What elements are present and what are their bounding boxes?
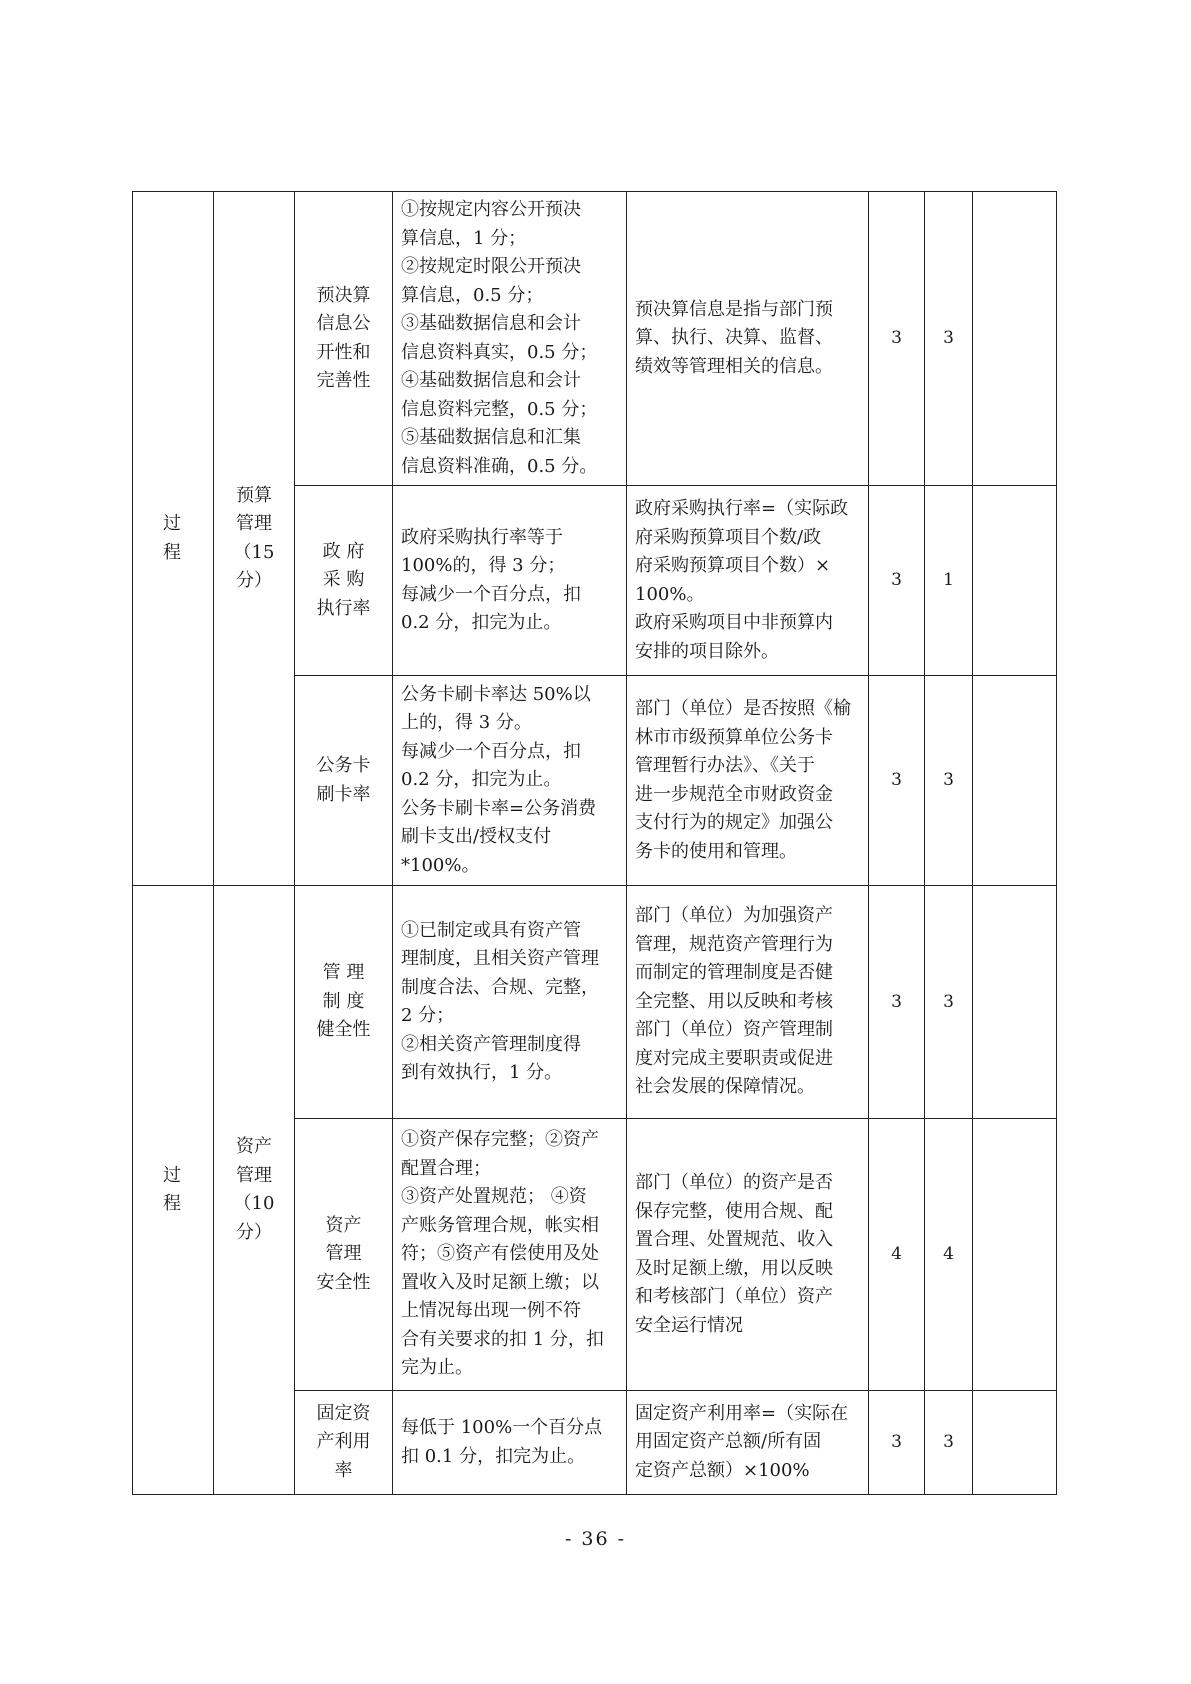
indicator-cell-line: 政 府 xyxy=(322,540,365,562)
table-body xyxy=(133,192,1057,1495)
indicator-cell-line: 管 理 xyxy=(322,962,365,984)
subcategory-cell-line: 预算 xyxy=(236,484,272,506)
subcategory-cell-line: （15 分） xyxy=(233,541,275,591)
description-cell-line: 用固定资产总额/所有固 xyxy=(635,1431,822,1453)
description-cell-line: 保存完整，使用合规、配 xyxy=(635,1200,833,1222)
criteria-cell-line: 每低于 100%一个百分点 xyxy=(401,1417,603,1438)
criteria-cell-line: 0.2 分，扣完为止。 xyxy=(401,612,562,633)
remarks-cell xyxy=(973,886,1057,1119)
description-cell-line: 部门（单位）的资产是否 xyxy=(635,1172,833,1193)
criteria-cell-line: 公务卡刷卡率=公务消费 xyxy=(401,797,597,819)
criteria-cell-line: 政府采购执行率等于 xyxy=(401,526,563,548)
performance-evaluation-table xyxy=(132,191,1057,1495)
criteria-cell-line: ①资产保存完整；②资产 xyxy=(401,1129,599,1151)
criteria-cell-line: ③资产处置规范； ④资 xyxy=(401,1186,587,1208)
indicator-cell-line: 刷卡率 xyxy=(316,783,371,805)
criteria-cell-line: *100%。 xyxy=(401,854,480,876)
indicator-cell-line: 预决算 xyxy=(316,284,371,306)
criteria-cell-line: 算信息，1 分； xyxy=(401,227,527,249)
score-cell: 3 xyxy=(925,192,973,486)
description-cell-line: 安排的项目除外。 xyxy=(635,640,779,662)
criteria-cell-line: 配置合理； xyxy=(401,1157,491,1179)
criteria-cell-line: 每减少一个百分点，扣 xyxy=(401,740,581,762)
criteria-cell-line: 0.2 分，扣完为止。 xyxy=(401,769,562,791)
criteria-cell-line: ①已制定或具有资产管 xyxy=(401,919,581,941)
indicator-cell-line: 制 度 xyxy=(322,990,365,1012)
subcategory-cell-line: 资产 xyxy=(236,1136,272,1157)
criteria-cell-line: 2 分； xyxy=(401,1005,455,1026)
category-cell-line: 过 xyxy=(163,513,183,534)
description-cell-line: 部门（单位）为加强资产 xyxy=(635,905,833,927)
indicator-cell-line: 管理 xyxy=(325,1243,362,1265)
description-cell-line: 算、执行、决算、监督、 xyxy=(635,327,833,349)
subcategory-cell-line: （10 分） xyxy=(233,1193,275,1243)
subcategory-cell xyxy=(214,886,295,1495)
indicator-cell-line: 健全性 xyxy=(316,1019,371,1041)
remarks-cell xyxy=(973,486,1057,676)
description-cell-line: 支付行为的规定》加强公 xyxy=(635,812,833,833)
indicator-cell-line: 开性和 xyxy=(316,341,371,363)
criteria-cell-line: ①按规定内容公开预决 xyxy=(401,199,581,220)
criteria-cell-line: ③基础数据信息和会计 xyxy=(401,313,581,334)
category-cell xyxy=(133,192,214,886)
description-cell xyxy=(627,486,869,676)
indicator-cell-line: 信息公 xyxy=(316,313,371,334)
description-cell-line: 绩效等管理相关的信息。 xyxy=(635,355,833,377)
score-cell: 3 xyxy=(925,676,973,886)
page-number: - 36 - xyxy=(564,1528,627,1550)
indicator-cell xyxy=(295,192,393,486)
description-cell-line: 进一步规范全市财政资金 xyxy=(635,783,833,805)
description-cell-line: 府采购预算项目个数）× xyxy=(635,555,831,576)
remarks-cell xyxy=(973,1119,1057,1391)
criteria-cell-line: 每减少一个百分点，扣 xyxy=(401,583,581,605)
description-cell-line: 部门（单位）资产管理制 xyxy=(635,1019,833,1041)
indicator-cell-line: 固定资 xyxy=(316,1402,371,1424)
subcategory-cell-line: 管理 xyxy=(236,513,272,534)
remarks-cell xyxy=(973,676,1057,886)
score-cell: 3 xyxy=(925,886,973,1119)
indicator-cell xyxy=(295,1119,393,1391)
criteria-cell-line: 产账务管理合规，帐实相 xyxy=(401,1214,599,1236)
description-cell xyxy=(627,1391,869,1495)
category-cell-line: 程 xyxy=(163,541,183,563)
description-cell xyxy=(627,192,869,486)
criteria-cell xyxy=(393,676,627,886)
score-cell: 4 xyxy=(925,1119,973,1391)
description-cell-line: 定资产总额）×100% xyxy=(635,1459,810,1481)
criteria-cell xyxy=(393,1391,627,1495)
description-cell xyxy=(627,886,869,1119)
description-cell-line: 林市市级预算单位公务卡 xyxy=(635,726,833,748)
indicator-cell-line: 公务卡 xyxy=(316,755,371,776)
criteria-cell-line: ④基础数据信息和会计 xyxy=(401,370,581,391)
indicator-cell-line: 执行率 xyxy=(316,597,371,619)
description-cell-line: 管理，规范资产管理行为 xyxy=(635,933,833,955)
indicator-cell xyxy=(295,676,393,886)
criteria-cell-line: 公务卡刷卡率达 50%以 xyxy=(401,683,591,705)
criteria-cell-line: 信息资料完整，0.5 分； xyxy=(401,398,598,420)
criteria-cell-line: 刷卡支出/授权支付 xyxy=(401,826,552,848)
criteria-cell-line: 上的，得 3 分。 xyxy=(401,712,532,734)
description-cell-line: 府采购预算项目个数/政 xyxy=(635,526,822,548)
description-cell-line: 而制定的管理制度是否健 xyxy=(635,962,833,984)
criteria-cell xyxy=(393,1119,627,1391)
table-row xyxy=(133,192,1057,486)
indicator-cell xyxy=(295,1391,393,1495)
indicator-cell xyxy=(295,486,393,676)
criteria-cell-line: 信息资料真实，0.5 分； xyxy=(401,341,598,363)
full-score-cell: 3 xyxy=(869,886,925,1119)
description-cell-line: 预决算信息是指与部门预 xyxy=(635,298,833,320)
subcategory-cell-line: 管理 xyxy=(236,1164,272,1186)
table-row xyxy=(133,886,1057,1119)
criteria-cell-line: 算信息，0.5 分； xyxy=(401,284,544,306)
criteria-cell xyxy=(393,486,627,676)
description-cell-line: 安全运行情况 xyxy=(635,1314,743,1336)
description-cell-line: 度对完成主要职责或促进 xyxy=(635,1047,833,1069)
indicator-cell xyxy=(295,886,393,1119)
description-cell-line: 务卡的使用和管理。 xyxy=(635,840,797,862)
remarks-cell xyxy=(973,1391,1057,1495)
score-cell: 3 xyxy=(925,1391,973,1495)
description-cell-line: 100%。 xyxy=(635,583,705,605)
description-cell-line: 政府采购项目中非预算内 xyxy=(635,612,833,633)
indicator-cell-line: 采 购 xyxy=(322,569,365,591)
description-cell-line: 管理暂行办法》、《关于 xyxy=(635,755,815,776)
description-cell-line: 全完整、用以反映和考核 xyxy=(635,990,833,1012)
indicator-cell-line: 产利用 xyxy=(316,1431,371,1453)
category-cell-line: 程 xyxy=(163,1193,183,1214)
criteria-cell-line: ②按规定时限公开预决 xyxy=(401,256,581,277)
criteria-cell-line: ⑤基础数据信息和汇集 xyxy=(401,427,581,448)
criteria-cell-line: 信息资料准确，0.5 分。 xyxy=(401,455,598,477)
criteria-cell xyxy=(393,192,627,486)
score-cell: 1 xyxy=(925,486,973,676)
full-score-cell: 4 xyxy=(869,1119,925,1391)
subcategory-cell xyxy=(214,192,295,886)
criteria-cell-line: 100%的，得 3 分； xyxy=(401,555,566,576)
description-cell xyxy=(627,676,869,886)
criteria-cell-line: ②相关资产管理制度得 xyxy=(401,1033,581,1055)
remarks-cell xyxy=(973,192,1057,486)
description-cell-line: 及时足额上缴，用以反映 xyxy=(635,1257,833,1279)
indicator-cell-line: 安全性 xyxy=(316,1271,371,1293)
full-score-cell: 3 xyxy=(869,676,925,886)
description-cell-line: 部门（单位）是否按照《榆 xyxy=(635,698,851,719)
indicator-cell-line: 率 xyxy=(334,1459,353,1481)
criteria-cell-line: 上情况每出现一例不符 xyxy=(401,1300,581,1322)
description-cell-line: 政府采购执行率=（实际政 xyxy=(635,498,849,519)
indicator-cell-line: 资产 xyxy=(325,1214,362,1236)
full-score-cell: 3 xyxy=(869,486,925,676)
criteria-cell-line: 扣 0.1 分，扣完为止。 xyxy=(401,1445,586,1467)
full-score-cell: 3 xyxy=(869,1391,925,1495)
criteria-cell-line: 置收入及时足额上缴；以 xyxy=(401,1271,599,1293)
description-cell-line: 和考核部门（单位）资产 xyxy=(635,1286,833,1307)
criteria-cell-line: 符；⑤资产有偿使用及处 xyxy=(401,1243,599,1265)
category-cell-line: 过 xyxy=(163,1164,183,1186)
criteria-cell-line: 制度合法、合规、完整， xyxy=(401,976,599,998)
criteria-cell-line: 合有关要求的扣 1 分，扣 xyxy=(401,1328,604,1350)
indicator-cell-line: 完善性 xyxy=(316,370,371,391)
criteria-cell-line: 完为止。 xyxy=(401,1357,473,1379)
criteria-cell xyxy=(393,886,627,1119)
criteria-cell-line: 到有效执行，1 分。 xyxy=(401,1062,563,1083)
full-score-cell: 3 xyxy=(869,192,925,486)
category-cell xyxy=(133,886,214,1495)
description-cell-line: 置合理、处置规范、收入 xyxy=(635,1229,833,1250)
description-cell-line: 固定资产利用率=（实际在 xyxy=(635,1402,849,1424)
criteria-cell-line: 理制度，且相关资产管理 xyxy=(401,948,599,969)
description-cell-line: 社会发展的保障情况。 xyxy=(635,1076,815,1098)
description-cell xyxy=(627,1119,869,1391)
